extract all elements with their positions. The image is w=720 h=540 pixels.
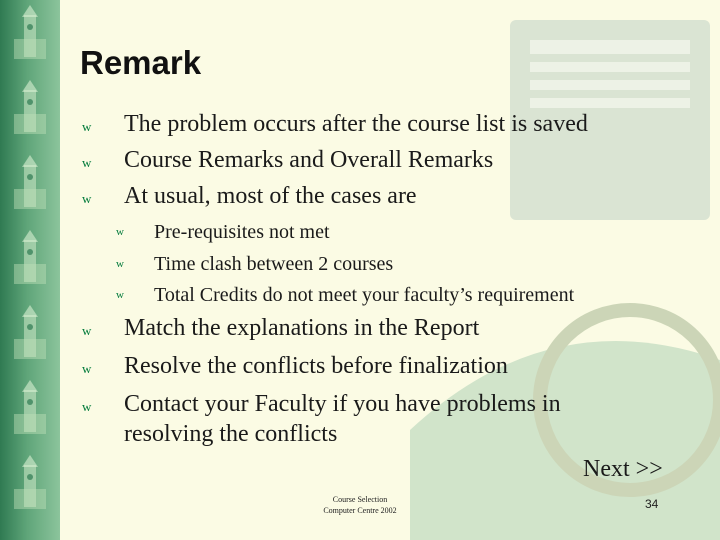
decorative-sidebar: [0, 0, 60, 540]
bullet-text: Match the explanations in the Report: [124, 315, 480, 341]
bullet-text: The problem occurs after the course list is saved: [124, 111, 588, 137]
clock-tower-pattern: [0, 0, 60, 540]
bullet-text: Course Remarks and Overall Remarks: [124, 147, 494, 173]
sub-bullet-text: Total Credits do not meet your faculty’s requirement: [154, 284, 575, 306]
sub-bullet-text: Pre-requisites not met: [154, 221, 330, 243]
page-number: 34: [645, 497, 659, 511]
sub-bullet-icon: w: [116, 289, 124, 301]
bullet-icon: w: [82, 361, 92, 376]
bullet-icon: w: [82, 119, 92, 134]
sub-bullet-text: Time clash between 2 courses: [154, 253, 394, 275]
bullet-icon: w: [82, 155, 92, 170]
sub-bullet-icon: w: [116, 226, 124, 238]
bullet-text: Resolve the conflicts before finalization: [124, 353, 508, 379]
sub-bullet-icon: w: [116, 258, 124, 270]
bullet-icon: w: [82, 323, 92, 338]
bullet-icon: w: [82, 191, 92, 206]
bullet-text: At usual, most of the cases are: [124, 183, 417, 209]
bullet-text-continued: resolving the conflicts: [124, 421, 338, 447]
footer-line: Course Selection: [332, 495, 388, 504]
next-link[interactable]: Next >>: [583, 456, 663, 482]
background-screenshot-watermark: [390, 0, 720, 540]
footer-line: Computer Centre 2002: [323, 505, 397, 515]
slide-footer: [310, 495, 410, 517]
slide-title: Remark: [80, 44, 202, 81]
bullet-text: Contact your Faculty if you have problems in: [124, 391, 561, 417]
bullet-icon: w: [82, 399, 92, 414]
